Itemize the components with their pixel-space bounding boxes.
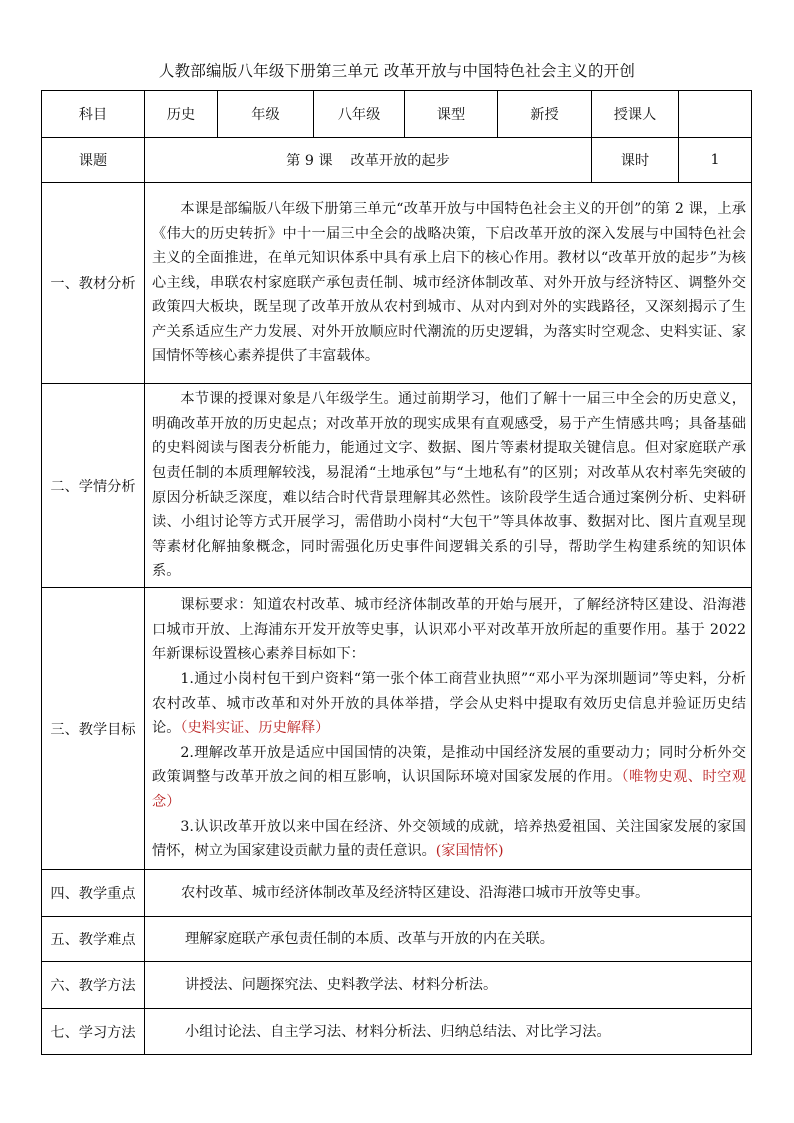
curriculum-requirement-text: 课标要求：知道农村改革、城市经济体制改革的开始与展开，了解经济特区建设、沿海港口城市开放、上海浦东开发开放等史事，认识邓小平对改革开放所起的重要作用。基于 2022 年新课标设置核心素养目标如下： (152, 597, 746, 663)
hours-label: 课时 (592, 138, 679, 183)
teacher-value (679, 91, 752, 138)
teaching-methods-text: 讲授法、问题探究法、史料教学法、材料分析法。 (145, 962, 752, 1009)
lesson-plan-table (41, 90, 752, 1055)
goal-3-tag: (家国情怀) (435, 843, 504, 860)
textbook-analysis-row (42, 183, 752, 384)
lesson-title-cell (145, 138, 592, 183)
lesson-type-label: 课型 (405, 91, 498, 138)
key-points-label: 四、教学重点 (42, 870, 145, 917)
goal-1 (152, 667, 746, 741)
document-title: 人教部编版八年级下册第三单元 改革开放与中国特色社会主义的开创 (158, 62, 636, 80)
goal-2-tag: （唯物史观、时空观念） (152, 769, 746, 810)
learning-methods-text: 小组讨论法、自主学习法、材料分析法、归纳总结法、对比学习法。 (145, 1009, 752, 1055)
student-analysis-label: 二、学情分析 (42, 384, 145, 588)
key-points-text: 农村改革、城市经济体制改革及经济特区建设、沿海港口城市开放等史事。 (145, 870, 752, 917)
subject-label: 科目 (42, 91, 145, 138)
goal-1-text: 1.通过小岗村包干到户资料“第一张个体工商营业执照”“邓小平为深圳题词”等史料，分析农村改革、城市改革和对外开放的具体举措，学会从史料中提取有效历史信息并验证历史结论。 (152, 671, 746, 737)
grade-label: 年级 (218, 91, 314, 138)
grade-value: 八年级 (314, 91, 405, 138)
goal-2-text: 2.理解改革开放是适应中国国情的决策，是推动中国经济发展的重要动力；同时分析外交政策调整与改革开放之间的相互影响，认识国际环境对国家发展的作用。 (152, 744, 746, 786)
key-points-row (42, 870, 752, 917)
lesson-title: 改革开放的起步 (350, 153, 450, 169)
difficulties-label: 五、教学难点 (42, 917, 145, 962)
student-analysis-content (145, 384, 752, 588)
teaching-goals-label: 三、教学目标 (42, 588, 145, 870)
subject-value: 历史 (145, 91, 218, 138)
learning-methods-label: 七、学习方法 (42, 1009, 145, 1055)
goal-3 (152, 815, 746, 864)
textbook-analysis-text: 本课是部编版八年级下册第三单元“改革开放与中国特色社会主义的开创”的第 2 课，上承《伟大的历史转折》中十一届三中全会的战略决策，下启改革开放的深入发展与中国特色社会主义的全面推进，在单元知识体系中具有承上启下的核心作用。教材以“改革开放的起步”为核心主线，串联农村家庭联产承包责任制、城市经济体制改革、对外开放与经济特区、调整外交政策四大板块，既呈现了改革开放从农村到城市、从对内到对外的实践路径，又深刻揭示了生产关系适应生产力发展、对外开放顺应时代潮流的历史逻辑，为落实时空观念、史料实证、家国情怀等核心素养提供了丰富载体。 (152, 200, 746, 365)
goal-2 (152, 741, 746, 815)
difficulties-text: 理解家庭联产承包责任制的本质、改革与开放的内在关联。 (145, 917, 752, 962)
student-analysis-text: 本节课的授课对象是八年级学生。通过前期学习，他们了解十一届三中全会的历史意义，明确改革开放的历史起点；对改革开放的现实成果有直观感受，易于产生情感共鸣；具备基础的史料阅读与图表分析能力，能通过文字、数据、图片等素材提取关键信息。但对家庭联产承包责任制的本质理解较浅，易混淆“土地承包”与“土地私有”的区别；对改革从农村率先突破的原因分析缺乏深度，难以结合时代背景理解其必然性。该阶段学生适合通过案例分析、史料研读、小组讨论等方式开展学习，需借助小岗村“大包干”等具体故事、数据对比、图片直观呈现等素材化解抽象概念，同时需强化历史事件间逻辑关系的引导，帮助学生构建系统的知识体系。 (152, 391, 746, 580)
teaching-methods-label: 六、教学方法 (42, 962, 145, 1009)
topic-row (42, 138, 752, 183)
textbook-analysis-label: 一、教材分析 (42, 183, 145, 384)
header-row (42, 91, 752, 138)
goal-3-text: 3.认识改革开放以来中国在经济、外交领域的成就，培养热爱祖国、关注国家发展的家国情怀，树立为国家建设贡献力量的责任意识。 (152, 818, 746, 860)
teaching-goals-row (42, 588, 752, 870)
teaching-goals-content (145, 588, 752, 870)
hours-value: 1 (679, 138, 752, 183)
topic-label: 课题 (42, 138, 145, 183)
lesson-number: 第 9 课 (286, 153, 333, 169)
goal-1-tag: （史料实证、历史解释） (180, 720, 330, 737)
teaching-methods-row (42, 962, 752, 1009)
student-analysis-row (42, 384, 752, 588)
learning-methods-row (42, 1009, 752, 1055)
textbook-analysis-content (145, 183, 752, 384)
lesson-type-value: 新授 (498, 91, 592, 138)
teacher-label: 授课人 (592, 91, 679, 138)
difficulties-row (42, 917, 752, 962)
